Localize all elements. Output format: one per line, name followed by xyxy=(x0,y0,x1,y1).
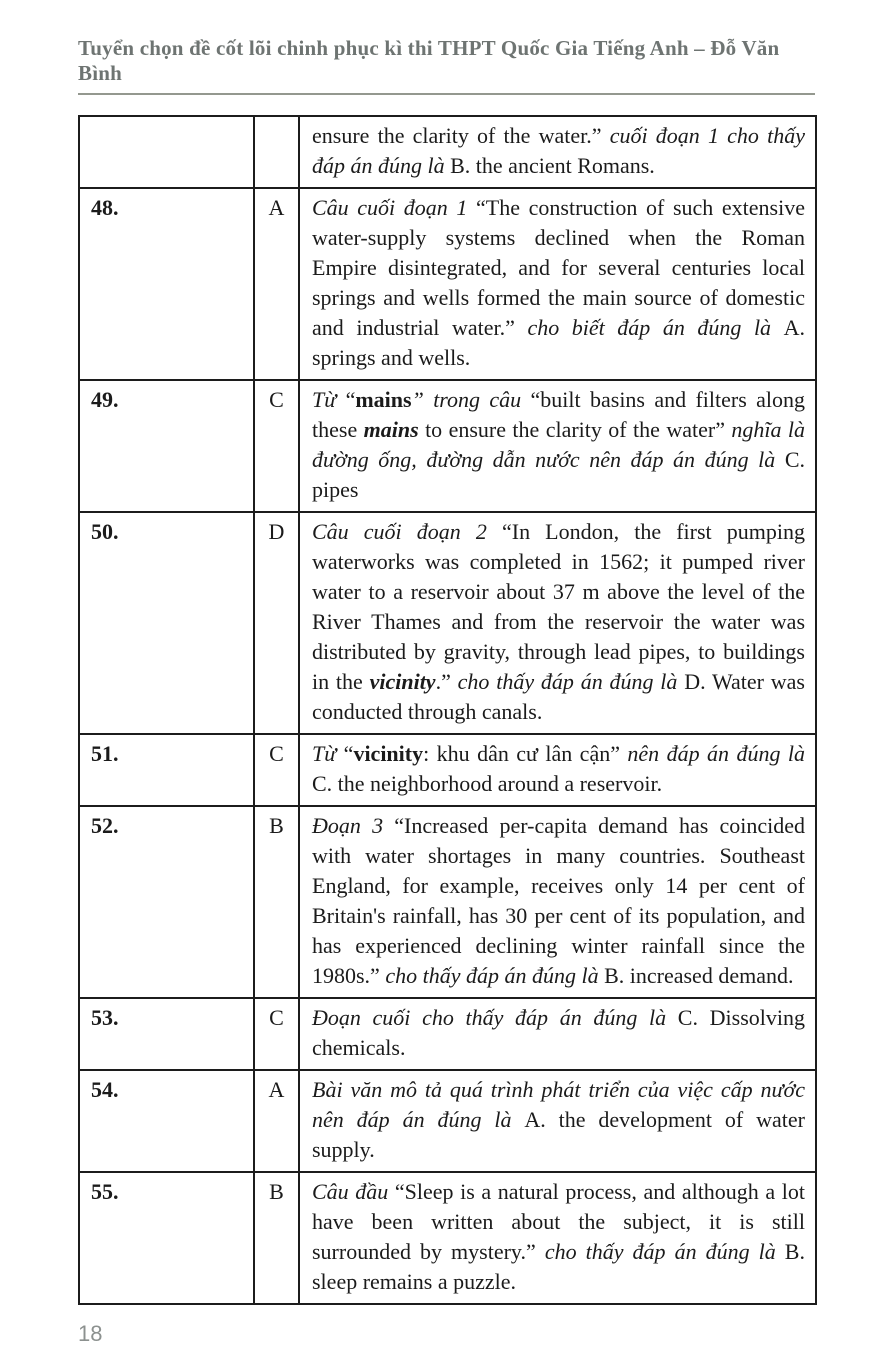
answer-letter: B xyxy=(254,806,299,998)
explanation-text: Đoạn 3 “Increased per-capita demand has coincided with water shortages in many countries. Southeast England, for example, receives only 14 per cent of Britain's rainfall, has 30 per cent of its population, and has experienced declining winter rainfall since the 1980s.” cho thấy đáp án đúng là B. increased demand. xyxy=(299,806,816,998)
explanation-text: Câu đầu “Sleep is a natural process, and although a lot have been written about the subject, it is still surrounded by mystery.” cho thấy đáp án đúng là B. sleep remains a puzzle. xyxy=(299,1172,816,1304)
answer-letter: B xyxy=(254,1172,299,1304)
answer-key-table xyxy=(78,115,817,1305)
answer-letter: A xyxy=(254,1070,299,1172)
explanation-text: Từ “mains” trong câu “built basins and filters along these mains to ensure the clarity of the water” nghĩa là đường ống, đường dẫn nước nên đáp án đúng là C. pipes xyxy=(299,380,816,512)
table-row xyxy=(79,806,816,998)
question-number: 50. xyxy=(79,512,254,734)
question-number: 52. xyxy=(79,806,254,998)
page-header xyxy=(78,36,815,95)
explanation-text: Đoạn cuối cho thấy đáp án đúng là C. Dissolving chemicals. xyxy=(299,998,816,1070)
answer-letter: D xyxy=(254,512,299,734)
explanation-text: ensure the clarity of the water.” cuối đoạn 1 cho thấy đáp án đúng là B. the ancient Romans. xyxy=(299,116,816,188)
question-number: 53. xyxy=(79,998,254,1070)
table-row xyxy=(79,116,816,188)
table-row xyxy=(79,998,816,1070)
header-title: Tuyển chọn đề cốt lõi chinh phục kì thi THPT Quốc Gia Tiếng Anh – Đỗ Văn Bình xyxy=(78,36,815,95)
question-number: 55. xyxy=(79,1172,254,1304)
table-row xyxy=(79,734,816,806)
question-number: 51. xyxy=(79,734,254,806)
answer-letter: C xyxy=(254,380,299,512)
answer-letter xyxy=(254,116,299,188)
table-row xyxy=(79,1070,816,1172)
explanation-text: Bài văn mô tả quá trình phát triển của việc cấp nước nên đáp án đúng là A. the development of water supply. xyxy=(299,1070,816,1172)
page-number: 18 xyxy=(78,1321,103,1346)
explanation-text: Câu cuối đoạn 1 “The construction of such extensive water-supply systems declined when the Roman Empire disintegrated, and for several centuries local springs and wells formed the main source of domestic and industrial water.” cho biết đáp án đúng là A. springs and wells. xyxy=(299,188,816,380)
explanation-text: Câu cuối đoạn 2 “In London, the first pumping waterworks was completed in 1562; it pumped river water to a reservoir about 37 m above the level of the River Thames and from the reservoir the water was distributed by gravity, through lead pipes, to buildings in the vicinity.” cho thấy đáp án đúng là D. Water was conducted through canals. xyxy=(299,512,816,734)
table-row xyxy=(79,188,816,380)
table-row xyxy=(79,1172,816,1304)
question-number: 49. xyxy=(79,380,254,512)
question-number: 48. xyxy=(79,188,254,380)
answer-letter: C xyxy=(254,734,299,806)
explanation-text: Từ “vicinity: khu dân cư lân cận” nên đáp án đúng là C. the neighborhood around a reservoir. xyxy=(299,734,816,806)
question-number: 54. xyxy=(79,1070,254,1172)
table-row xyxy=(79,380,816,512)
table-row xyxy=(79,512,816,734)
question-number xyxy=(79,116,254,188)
answer-letter: A xyxy=(254,188,299,380)
answer-letter: C xyxy=(254,998,299,1070)
